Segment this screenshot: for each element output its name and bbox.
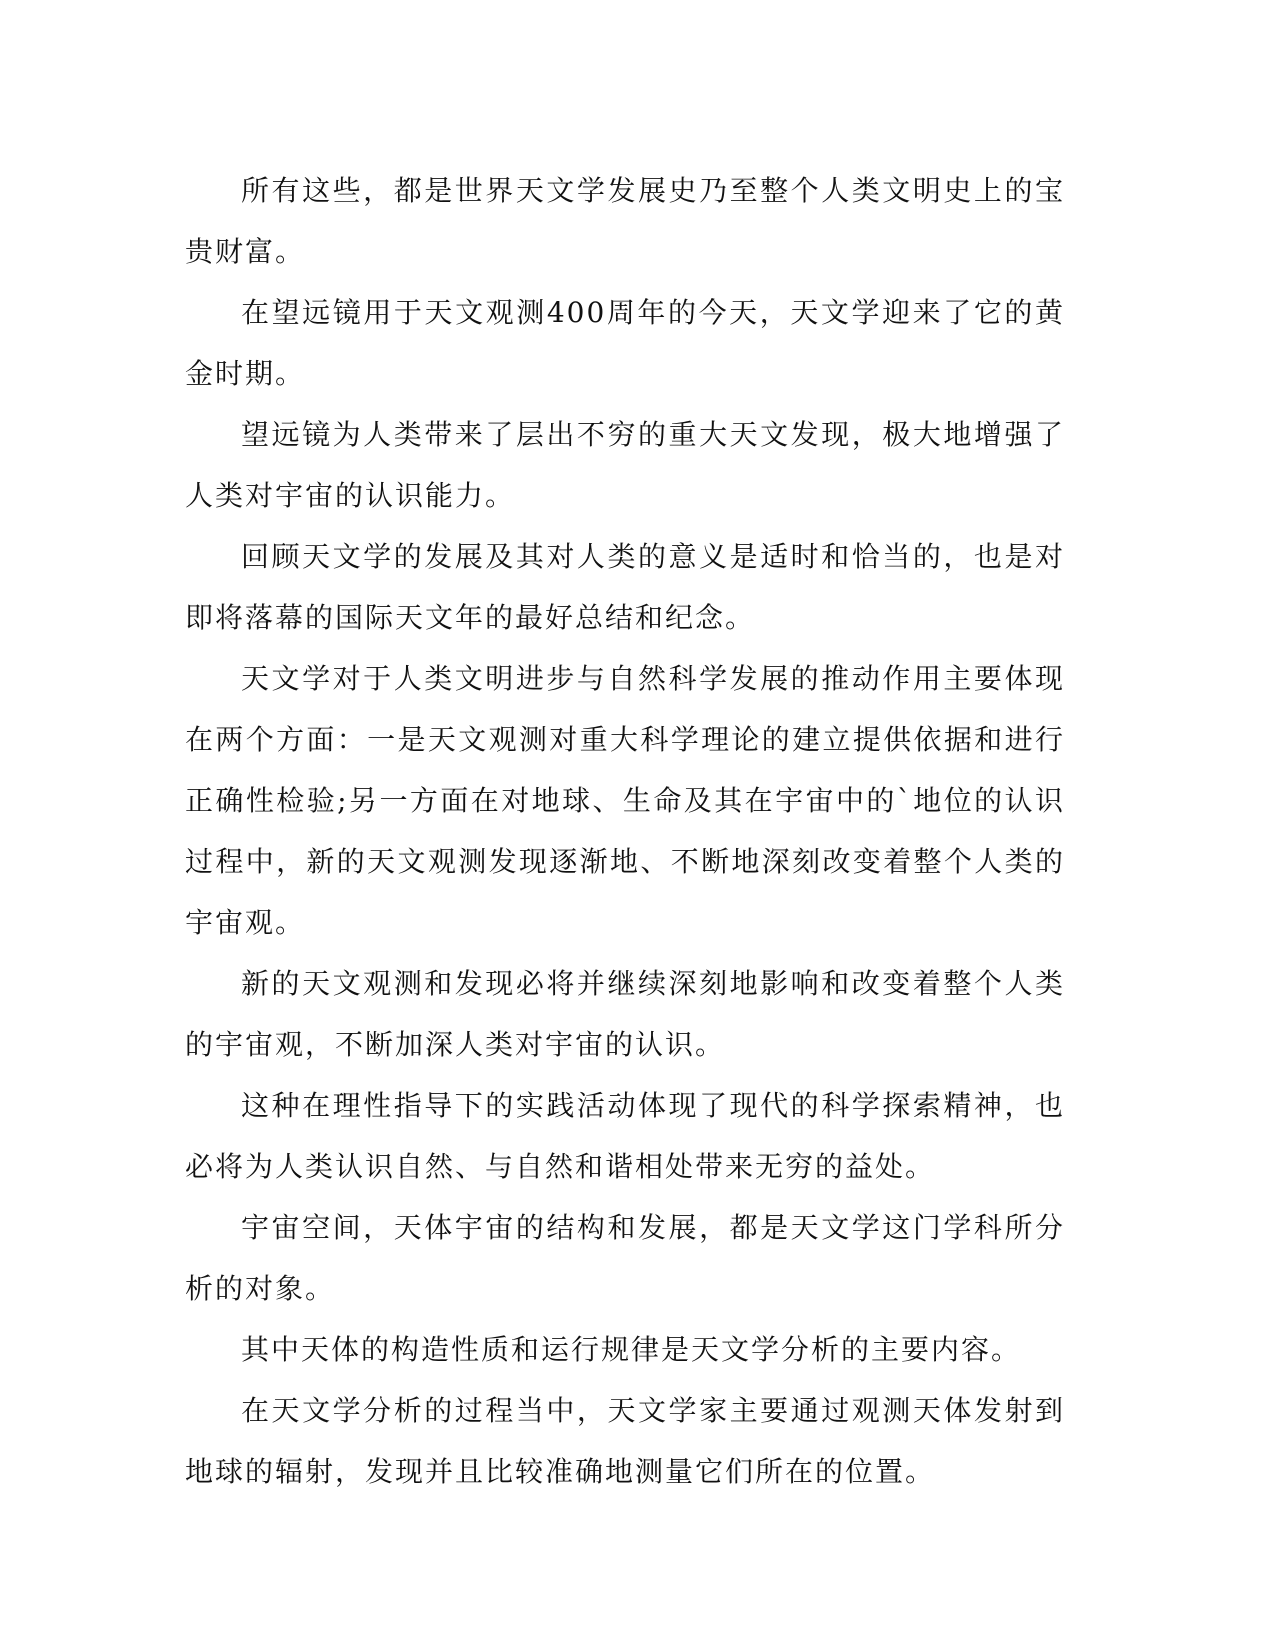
paragraph: 在天文学分析的过程当中，天文学家主要通过观测天体发射到地球的辐射，发现并且比较准确地测量它们所在的位置。 <box>185 1394 1065 1488</box>
paragraph: 新的天文观测和发现必将并继续深刻地影响和改变着整个人类的宇宙观，不断加深人类对宇宙的认识。 <box>185 967 1065 1061</box>
paragraph: 这种在理性指导下的实践活动体现了现代的科学探索精神，也必将为人类认识自然、与自然和谐相处带来无穷的益处。 <box>185 1089 1065 1183</box>
paragraph: 其中天体的构造性质和运行规律是天文学分析的主要内容。 <box>241 1333 1022 1366</box>
paragraph: 天文学对于人类文明进步与自然科学发展的推动作用主要体现在两个方面：一是天文观测对重大科学理论的建立提供依据和进行正确性检验;另一方面在对地球、生命及其在宇宙中的`地位的认识过程中，新的天文观测发现逐渐地、不断地深刻改变着整个人类的宇宙观。 <box>185 662 1065 939</box>
paragraph: 在望远镜用于天文观测400周年的今天，天文学迎来了它的黄金时期。 <box>185 296 1065 390</box>
document-body <box>185 160 1065 1502</box>
paragraph: 宇宙空间，天体宇宙的结构和发展，都是天文学这门学科所分析的对象。 <box>185 1211 1065 1305</box>
paragraph: 回顾天文学的发展及其对人类的意义是适时和恰当的，也是对即将落幕的国际天文年的最好总结和纪念。 <box>185 540 1065 634</box>
paragraph: 望远镜为人类带来了层出不穷的重大天文发现，极大地增强了人类对宇宙的认识能力。 <box>185 418 1065 512</box>
paragraph: 所有这些，都是世界天文学发展史乃至整个人类文明史上的宝贵财富。 <box>185 174 1065 268</box>
